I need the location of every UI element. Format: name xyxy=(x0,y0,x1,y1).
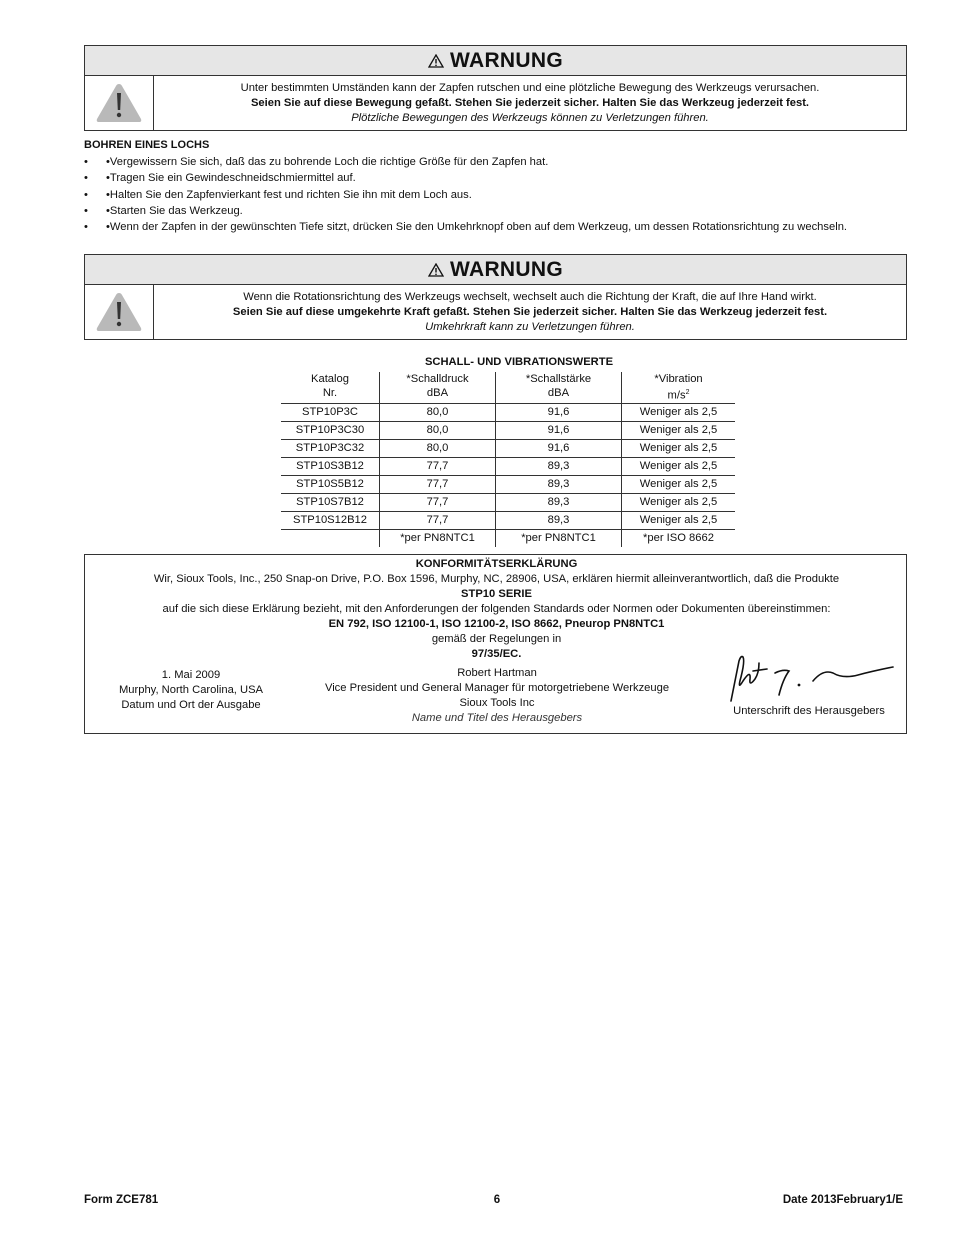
product-series: STP10 SERIE xyxy=(461,588,532,600)
hazard-exclamation-icon xyxy=(94,81,144,125)
table-row: STP10S7B12 77,7 89,3 Weniger als 2,5 xyxy=(281,493,735,511)
warning-box-2 xyxy=(84,254,907,340)
warning-text-1: Unter bestimmten Umständen kann der Zapfen rutschen und eine plötzliche Bewegung des Werkzeugs verursachen. xyxy=(240,82,820,94)
column-header: Katalog Nr. xyxy=(281,372,380,403)
footnote: *per PN8NTC1 xyxy=(380,529,496,547)
warning-box-1 xyxy=(84,45,907,131)
signature-label: Unterschrift des Herausgebers xyxy=(733,705,885,717)
standards-list: EN 792, ISO 12100-1, ISO 12100-2, ISO 8662, Pneurop PN8NTC1 xyxy=(328,618,665,630)
issuer-name-title: Robert Hartman Vice President und General Manager für motorgetriebene Werkzeuge Sioux Tools Inc Name und Titel des Herausgebers xyxy=(324,667,670,724)
warning-triangle-icon xyxy=(428,263,444,277)
handwritten-signature xyxy=(723,651,898,703)
table-row: STP10P3C 80,0 91,6 Weniger als 2,5 xyxy=(281,403,735,421)
warning-text-2: Seien Sie auf diese umgekehrte Kraft gefaßt. Stehen Sie jederzeit sicher. Halten Sie das Werkzeug jederzeit fest. xyxy=(232,305,828,318)
list-item: • •Vergewissern Sie sich, daß das zu bohrende Loch die richtige Größe für den Zapfen hat. xyxy=(84,156,549,168)
hazard-exclamation-icon xyxy=(94,290,144,334)
warning-text-3: Umkehrkraft kann zu Verletzungen führen. xyxy=(425,320,635,333)
document-date: Date 2013February1/E xyxy=(782,1194,903,1206)
table-title: SCHALL- UND VIBRATIONSWERTE xyxy=(424,356,614,368)
column-header: *Vibration $m/s^2$ xyxy=(622,372,736,403)
table-row: STP10P3C30 80,0 91,6 Weniger als 2,5 xyxy=(281,421,735,439)
warning-text-3: Plötzliche Bewegungen des Werkzeugs können zu Verletzungen führen. xyxy=(351,111,709,124)
list-item: • •Wenn der Zapfen in der gewünschten Tiefe sitzt, drücken Sie den Umkehrknopf oben auf dem Werkzeug, um dessen Rotationsrichtung zu wechseln. xyxy=(84,221,848,234)
form-number: Form ZCE781 xyxy=(84,1194,159,1206)
page-number: 6 xyxy=(493,1194,501,1206)
column-header: *Schallstärke dBA xyxy=(496,372,622,403)
according-to: gemäß der Regelungen in xyxy=(431,633,562,645)
warning-header xyxy=(85,46,906,76)
conformity-standards-intro: auf die sich diese Erklärung bezieht, mit den Anforderungen der folgenden Standards oder Normen oder Dokumenten übereinstimmen: xyxy=(162,603,831,615)
drilling-steps-list xyxy=(84,155,894,236)
warning-triangle-icon xyxy=(428,54,444,68)
table-header-row xyxy=(281,372,735,403)
list-item: • •Halten Sie den Zapfenvierkant fest und richten Sie ihn mit dem Loch aus. xyxy=(84,188,472,201)
conformity-statement: Wir, Sioux Tools, Inc., 250 Snap-on Drive, P.O. Box 1596, Murphy, NC, 28906, USA, erklären hiermit alleinverantwortlich, daß die Produkte xyxy=(153,573,840,585)
footnote: *per PN8NTC1 xyxy=(496,529,622,547)
warning-title: WARNUNG xyxy=(450,48,563,72)
table-row: STP10S5B12 77,7 89,3 Weniger als 2,5 xyxy=(281,475,735,493)
list-item: • •Starten Sie das Werkzeug. xyxy=(84,204,243,217)
warning-header xyxy=(85,255,906,285)
warning-title: WARNUNG xyxy=(450,257,563,281)
section-title: BOHREN EINES LOCHS xyxy=(84,139,210,151)
list-item: • •Tragen Sie ein Gewindeschneidschmiermittel auf. xyxy=(84,172,356,185)
footnote: *per ISO 8662 xyxy=(622,529,736,547)
column-header: *Schalldruck dBA xyxy=(380,372,496,403)
directive: 97/35/EC. xyxy=(471,648,522,660)
table-row: STP10S3B12 77,7 89,3 Weniger als 2,5 xyxy=(281,457,735,475)
table-row: STP10P3C32 80,0 91,6 Weniger als 2,5 xyxy=(281,439,735,457)
conformity-title: KONFORMITÄTSERKLÄRUNG xyxy=(415,558,578,570)
warning-text-1: Wenn die Rotationsrichtung des Werkzeugs wechselt, wechselt auch die Richtung der Kraft, die auf Ihre Hand wirkt. xyxy=(243,291,817,303)
sound-vibration-table xyxy=(281,372,735,547)
issue-date-place: 1. Mai 2009 Murphy, North Carolina, USA Datum und Ort der Ausgabe xyxy=(118,669,264,711)
table-footnote-row xyxy=(281,529,735,547)
warning-text-2: Seien Sie auf diese Bewegung gefaßt. Stehen Sie jederzeit sicher. Halten Sie das Werkzeug jederzeit fest. xyxy=(250,96,810,109)
conformity-declaration-box xyxy=(84,554,907,734)
table-row: STP10S12B12 77,7 89,3 Weniger als 2,5 xyxy=(281,511,735,529)
